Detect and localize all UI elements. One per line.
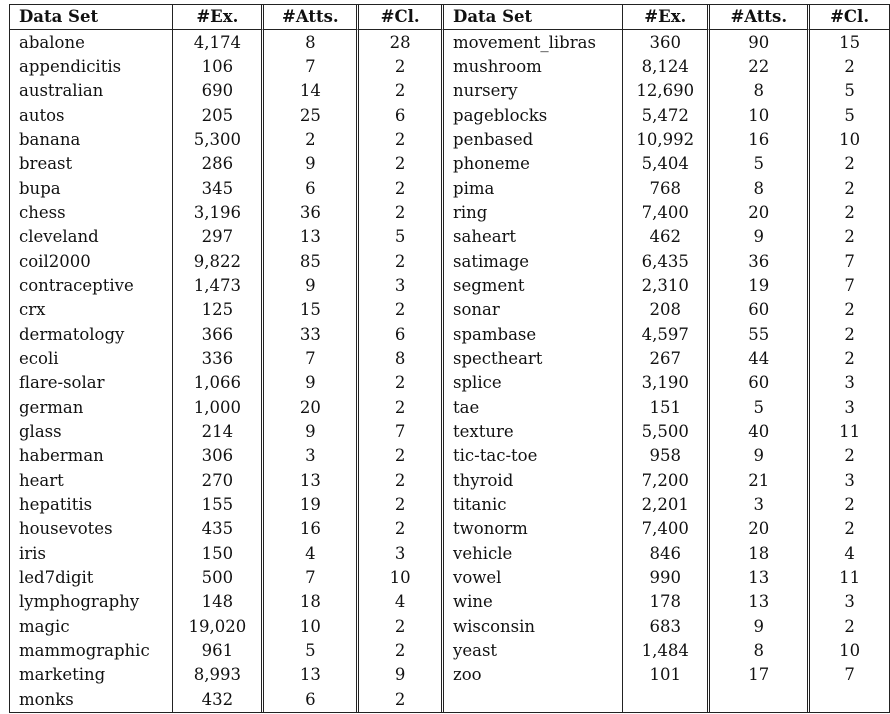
cell-attributes-left: 20 (261, 396, 356, 420)
cell-data-set-left: appendicitis (9, 55, 172, 79)
cell-examples-left: 106 (172, 55, 261, 79)
table-row (9, 249, 890, 273)
cell-attributes-right: 60 (707, 298, 807, 322)
cell-examples-left: 690 (172, 79, 261, 103)
cell-classes-right: 11 (807, 420, 890, 444)
cell-classes-right: 3 (807, 396, 890, 420)
table-row (9, 542, 890, 566)
cell-data-set-left: coil2000 (9, 249, 172, 273)
cell-examples-left: 432 (172, 688, 261, 712)
cell-classes-left: 6 (356, 322, 441, 346)
cell-classes-right: 2 (807, 444, 890, 468)
cell-data-set-left: ecoli (9, 347, 172, 371)
cell-attributes-right: 21 (707, 469, 807, 493)
cell-classes-right: 7 (807, 249, 890, 273)
cell-classes-right: 3 (807, 371, 890, 395)
cell-data-set-right: vowel (441, 566, 622, 590)
cell-classes-right: 5 (807, 79, 890, 103)
cell-data-set-left: monks (9, 688, 172, 712)
table-row (9, 493, 890, 517)
cell-data-set-right (441, 688, 622, 712)
cell-examples-right (622, 688, 707, 712)
cell-classes-right (807, 688, 890, 712)
cell-classes-left: 10 (356, 566, 441, 590)
cell-attributes-left: 25 (261, 103, 356, 127)
cell-attributes-right: 9 (707, 444, 807, 468)
cell-data-set-right: splice (441, 371, 622, 395)
table-row (9, 347, 890, 371)
cell-attributes-right: 8 (707, 176, 807, 200)
cell-attributes-left: 9 (261, 371, 356, 395)
table-row (9, 420, 890, 444)
cell-classes-left: 6 (356, 103, 441, 127)
cell-attributes-left: 14 (261, 79, 356, 103)
cell-attributes-left: 2 (261, 128, 356, 152)
cell-data-set-right: tae (441, 396, 622, 420)
cell-data-set-right: mushroom (441, 55, 622, 79)
cell-attributes-left: 9 (261, 274, 356, 298)
dataset-table (9, 4, 890, 713)
cell-examples-left: 205 (172, 103, 261, 127)
cell-attributes-left: 4 (261, 542, 356, 566)
cell-attributes-left: 5 (261, 639, 356, 663)
cell-examples-right: 2,201 (622, 493, 707, 517)
cell-classes-left: 28 (356, 30, 441, 54)
cell-classes-right: 2 (807, 347, 890, 371)
cell-examples-left: 4,174 (172, 30, 261, 54)
table-row (9, 469, 890, 493)
cell-classes-right: 10 (807, 128, 890, 152)
cell-examples-right: 5,404 (622, 152, 707, 176)
cell-classes-right: 2 (807, 493, 890, 517)
cell-data-set-left: housevotes (9, 517, 172, 541)
table-row (9, 298, 890, 322)
cell-classes-left: 2 (356, 176, 441, 200)
cell-examples-right: 208 (622, 298, 707, 322)
cell-data-set-left: iris (9, 542, 172, 566)
cell-attributes-left: 6 (261, 688, 356, 712)
table-row (9, 396, 890, 420)
cell-examples-right: 10,992 (622, 128, 707, 152)
cell-data-set-left: mammographic (9, 639, 172, 663)
cell-classes-left: 7 (356, 420, 441, 444)
cell-classes-left: 2 (356, 55, 441, 79)
cell-examples-left: 3,196 (172, 201, 261, 225)
cell-classes-right: 4 (807, 542, 890, 566)
cell-examples-left: 336 (172, 347, 261, 371)
cell-data-set-left: heart (9, 469, 172, 493)
cell-examples-left: 1,066 (172, 371, 261, 395)
cell-attributes-left: 7 (261, 55, 356, 79)
cell-attributes-left: 8 (261, 30, 356, 54)
cell-examples-right: 990 (622, 566, 707, 590)
cell-attributes-left: 10 (261, 615, 356, 639)
table-row (9, 176, 890, 200)
cell-data-set-right: titanic (441, 493, 622, 517)
cell-classes-right: 5 (807, 103, 890, 127)
cell-examples-right: 5,500 (622, 420, 707, 444)
cell-classes-left: 2 (356, 128, 441, 152)
cell-data-set-left: marketing (9, 663, 172, 687)
cell-classes-right: 10 (807, 639, 890, 663)
cell-classes-right: 2 (807, 225, 890, 249)
cell-examples-left: 1,000 (172, 396, 261, 420)
cell-attributes-right: 10 (707, 103, 807, 127)
cell-examples-left: 306 (172, 444, 261, 468)
cell-examples-right: 267 (622, 347, 707, 371)
cell-data-set-left: flare-solar (9, 371, 172, 395)
table-row (9, 55, 890, 79)
cell-attributes-right: 17 (707, 663, 807, 687)
table-row (9, 322, 890, 346)
table-row (9, 371, 890, 395)
cell-attributes-left: 13 (261, 469, 356, 493)
cell-data-set-right: sonar (441, 298, 622, 322)
table-row (9, 79, 890, 103)
cell-examples-right: 12,690 (622, 79, 707, 103)
cell-examples-left: 19,020 (172, 615, 261, 639)
cell-attributes-right: 18 (707, 542, 807, 566)
header-attributes-right: #Atts. (707, 5, 807, 30)
cell-examples-left: 500 (172, 566, 261, 590)
header-examples-right: #Ex. (622, 5, 707, 30)
cell-attributes-right: 20 (707, 517, 807, 541)
cell-examples-left: 345 (172, 176, 261, 200)
cell-classes-left: 2 (356, 152, 441, 176)
cell-data-set-right: satimage (441, 249, 622, 273)
cell-examples-right: 683 (622, 615, 707, 639)
cell-data-set-left: dermatology (9, 322, 172, 346)
cell-data-set-left: bupa (9, 176, 172, 200)
cell-attributes-right: 13 (707, 590, 807, 614)
cell-data-set-left: autos (9, 103, 172, 127)
table-row (9, 444, 890, 468)
table-row (9, 103, 890, 127)
cell-classes-right: 2 (807, 517, 890, 541)
table-row (9, 128, 890, 152)
cell-examples-right: 4,597 (622, 322, 707, 346)
cell-attributes-right: 19 (707, 274, 807, 298)
cell-classes-right: 15 (807, 30, 890, 54)
cell-classes-left: 2 (356, 79, 441, 103)
table-row (9, 615, 890, 639)
cell-attributes-right: 5 (707, 396, 807, 420)
cell-data-set-right: yeast (441, 639, 622, 663)
cell-classes-left: 4 (356, 590, 441, 614)
cell-examples-right: 178 (622, 590, 707, 614)
cell-data-set-right: zoo (441, 663, 622, 687)
cell-data-set-right: ring (441, 201, 622, 225)
cell-attributes-right: 8 (707, 639, 807, 663)
cell-attributes-right: 9 (707, 615, 807, 639)
header-data-set-right: Data Set (441, 5, 622, 30)
cell-classes-left: 2 (356, 396, 441, 420)
cell-data-set-left: lymphography (9, 590, 172, 614)
cell-classes-left: 5 (356, 225, 441, 249)
cell-classes-left: 2 (356, 517, 441, 541)
cell-examples-right: 3,190 (622, 371, 707, 395)
cell-examples-left: 5,300 (172, 128, 261, 152)
header-classes-right: #Cl. (807, 5, 890, 30)
table-row (9, 688, 890, 712)
table-row (9, 30, 890, 54)
cell-data-set-right: twonorm (441, 517, 622, 541)
cell-examples-left: 125 (172, 298, 261, 322)
cell-examples-left: 435 (172, 517, 261, 541)
cell-examples-right: 6,435 (622, 249, 707, 273)
cell-examples-left: 214 (172, 420, 261, 444)
cell-data-set-right: movement_libras (441, 30, 622, 54)
cell-classes-right: 3 (807, 469, 890, 493)
cell-data-set-right: saheart (441, 225, 622, 249)
cell-classes-left: 2 (356, 493, 441, 517)
cell-classes-left: 3 (356, 274, 441, 298)
cell-classes-right: 2 (807, 322, 890, 346)
cell-data-set-right: wine (441, 590, 622, 614)
cell-examples-right: 1,484 (622, 639, 707, 663)
cell-data-set-right: vehicle (441, 542, 622, 566)
cell-data-set-left: australian (9, 79, 172, 103)
cell-examples-right: 462 (622, 225, 707, 249)
cell-examples-right: 768 (622, 176, 707, 200)
cell-attributes-right: 3 (707, 493, 807, 517)
cell-attributes-left: 16 (261, 517, 356, 541)
cell-examples-right: 2,310 (622, 274, 707, 298)
cell-classes-right: 7 (807, 663, 890, 687)
cell-examples-left: 155 (172, 493, 261, 517)
cell-examples-right: 846 (622, 542, 707, 566)
cell-data-set-left: chess (9, 201, 172, 225)
cell-classes-right: 7 (807, 274, 890, 298)
header-classes-left: #Cl. (356, 5, 441, 30)
cell-data-set-left: magic (9, 615, 172, 639)
cell-classes-left: 2 (356, 298, 441, 322)
cell-examples-left: 366 (172, 322, 261, 346)
cell-examples-right: 958 (622, 444, 707, 468)
cell-classes-left: 3 (356, 542, 441, 566)
cell-attributes-right: 90 (707, 30, 807, 54)
cell-classes-right: 2 (807, 176, 890, 200)
cell-attributes-left: 7 (261, 347, 356, 371)
cell-classes-left: 2 (356, 615, 441, 639)
cell-classes-left: 2 (356, 469, 441, 493)
cell-attributes-left: 3 (261, 444, 356, 468)
cell-attributes-left: 13 (261, 663, 356, 687)
cell-attributes-left: 33 (261, 322, 356, 346)
cell-classes-right: 2 (807, 615, 890, 639)
cell-examples-left: 286 (172, 152, 261, 176)
header-row (9, 5, 890, 30)
cell-classes-right: 2 (807, 152, 890, 176)
table-row (9, 663, 890, 687)
cell-classes-left: 9 (356, 663, 441, 687)
table-row (9, 274, 890, 298)
cell-attributes-right: 13 (707, 566, 807, 590)
header-data-set-left: Data Set (9, 5, 172, 30)
cell-examples-right: 360 (622, 30, 707, 54)
cell-classes-right: 3 (807, 590, 890, 614)
cell-attributes-right (707, 688, 807, 712)
cell-data-set-left: hepatitis (9, 493, 172, 517)
cell-attributes-right: 22 (707, 55, 807, 79)
cell-classes-left: 2 (356, 371, 441, 395)
cell-data-set-left: german (9, 396, 172, 420)
cell-attributes-left: 9 (261, 152, 356, 176)
cell-examples-left: 150 (172, 542, 261, 566)
cell-data-set-right: thyroid (441, 469, 622, 493)
cell-classes-right: 2 (807, 298, 890, 322)
cell-examples-left: 270 (172, 469, 261, 493)
cell-attributes-left: 13 (261, 225, 356, 249)
cell-data-set-left: contraceptive (9, 274, 172, 298)
cell-attributes-right: 60 (707, 371, 807, 395)
header-attributes-left: #Atts. (261, 5, 356, 30)
cell-data-set-left: abalone (9, 30, 172, 54)
cell-examples-left: 961 (172, 639, 261, 663)
table-row (9, 225, 890, 249)
table-body (9, 30, 890, 712)
cell-examples-right: 8,124 (622, 55, 707, 79)
cell-data-set-right: tic-tac-toe (441, 444, 622, 468)
cell-classes-left: 2 (356, 444, 441, 468)
cell-data-set-right: segment (441, 274, 622, 298)
table-row (9, 152, 890, 176)
cell-data-set-right: nursery (441, 79, 622, 103)
cell-examples-left: 9,822 (172, 249, 261, 273)
cell-attributes-right: 5 (707, 152, 807, 176)
cell-classes-right: 2 (807, 201, 890, 225)
cell-examples-right: 7,400 (622, 517, 707, 541)
cell-attributes-right: 8 (707, 79, 807, 103)
cell-attributes-right: 40 (707, 420, 807, 444)
cell-attributes-left: 19 (261, 493, 356, 517)
cell-examples-right: 7,200 (622, 469, 707, 493)
cell-attributes-right: 44 (707, 347, 807, 371)
cell-attributes-left: 6 (261, 176, 356, 200)
cell-data-set-right: phoneme (441, 152, 622, 176)
cell-data-set-right: pima (441, 176, 622, 200)
cell-examples-left: 8,993 (172, 663, 261, 687)
cell-attributes-right: 36 (707, 249, 807, 273)
cell-attributes-right: 9 (707, 225, 807, 249)
cell-examples-left: 148 (172, 590, 261, 614)
cell-attributes-left: 9 (261, 420, 356, 444)
cell-examples-right: 101 (622, 663, 707, 687)
cell-attributes-right: 16 (707, 128, 807, 152)
cell-classes-left: 2 (356, 688, 441, 712)
table-row (9, 639, 890, 663)
cell-attributes-left: 18 (261, 590, 356, 614)
cell-data-set-right: spectheart (441, 347, 622, 371)
cell-examples-left: 1,473 (172, 274, 261, 298)
cell-classes-right: 11 (807, 566, 890, 590)
cell-data-set-left: cleveland (9, 225, 172, 249)
cell-data-set-left: banana (9, 128, 172, 152)
cell-data-set-left: glass (9, 420, 172, 444)
table-row (9, 517, 890, 541)
cell-attributes-right: 20 (707, 201, 807, 225)
table-row (9, 201, 890, 225)
cell-data-set-right: wisconsin (441, 615, 622, 639)
cell-attributes-left: 36 (261, 201, 356, 225)
cell-data-set-left: led7digit (9, 566, 172, 590)
cell-classes-right: 2 (807, 55, 890, 79)
cell-classes-left: 2 (356, 249, 441, 273)
cell-data-set-left: breast (9, 152, 172, 176)
cell-examples-right: 151 (622, 396, 707, 420)
cell-data-set-right: pageblocks (441, 103, 622, 127)
cell-examples-right: 5,472 (622, 103, 707, 127)
cell-attributes-left: 7 (261, 566, 356, 590)
cell-data-set-right: penbased (441, 128, 622, 152)
cell-classes-left: 2 (356, 201, 441, 225)
header-examples-left: #Ex. (172, 5, 261, 30)
cell-attributes-left: 85 (261, 249, 356, 273)
cell-classes-left: 8 (356, 347, 441, 371)
cell-attributes-right: 55 (707, 322, 807, 346)
cell-data-set-left: haberman (9, 444, 172, 468)
cell-data-set-left: crx (9, 298, 172, 322)
cell-data-set-right: texture (441, 420, 622, 444)
cell-attributes-left: 15 (261, 298, 356, 322)
table-row (9, 590, 890, 614)
cell-classes-left: 2 (356, 639, 441, 663)
table-row (9, 566, 890, 590)
cell-examples-right: 7,400 (622, 201, 707, 225)
dataset-table-container (9, 4, 890, 713)
cell-examples-left: 297 (172, 225, 261, 249)
cell-data-set-right: spambase (441, 322, 622, 346)
